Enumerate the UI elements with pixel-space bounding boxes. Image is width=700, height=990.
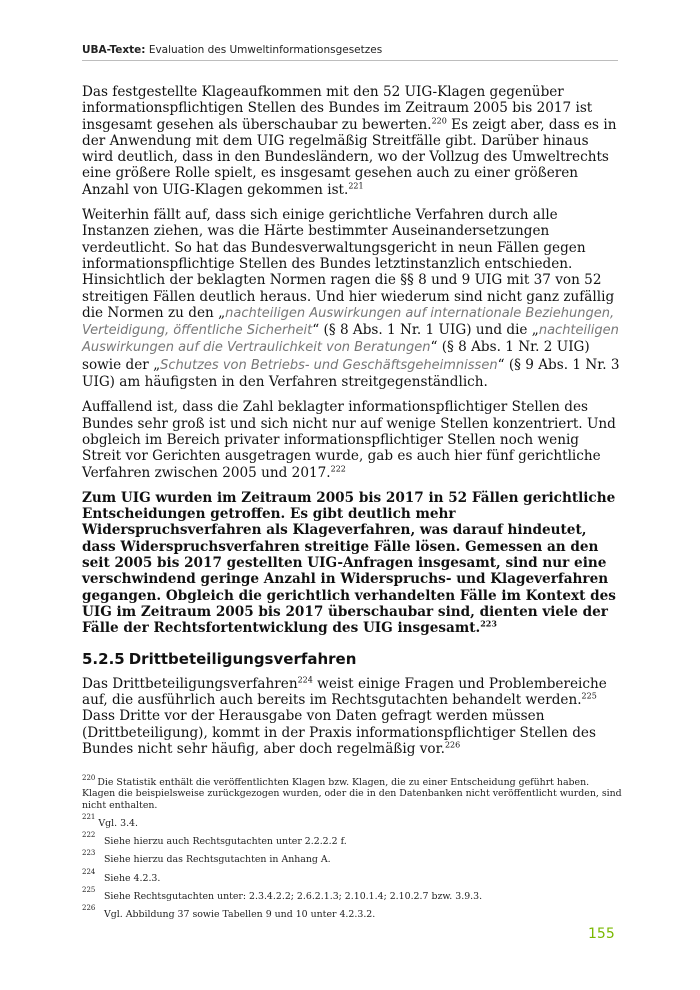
italic-quote: nachteiligen Auswirkungen auf die Vertraulichkeit von Beratungen xyxy=(82,323,619,356)
paragraph-1 xyxy=(82,84,622,198)
footnote-item xyxy=(82,849,622,866)
footnote-ref[interactable]: 226 xyxy=(444,740,461,750)
paragraph-3 xyxy=(82,399,622,480)
footnote-text: Die Statistik enthält die veröffentlichten Klagen bzw. Klagen, die zu einer Entscheidung geführt haben. Klagen die beispielsweise zurückgezogen wurden, oder die in den Datenbanken nicht veröffentlicht wurden, sind nicht enthalten. xyxy=(82,777,622,811)
text-run: “ (§ 9 Abs. 1 Nr. 3 UIG) am häufigsten in den Verfahren streitgegenständlich. xyxy=(82,356,620,391)
text-run: “ (§ 8 Abs. 1 Nr. 1 UIG) und die „ xyxy=(312,322,539,339)
header-series: UBA-Texte: xyxy=(82,44,146,56)
footnote-item xyxy=(82,867,622,884)
running-header xyxy=(82,44,618,61)
text-run: Das Drittbeteiligungsverfahren xyxy=(82,675,298,692)
header-title: Evaluation des Umweltinformationsgesetzes xyxy=(148,44,383,56)
footnote-text: Siehe hierzu das Rechtsgutachten in Anhang A. xyxy=(104,854,331,866)
text-run: “ (§ 8 Abs. 1 Nr. 2 UIG) sowie der „ xyxy=(82,339,590,373)
footnote-number: 222 xyxy=(82,831,96,840)
footnote-ref[interactable]: 220 xyxy=(431,116,447,126)
section-number: 5.2.5 xyxy=(82,649,125,668)
footnote-ref[interactable]: 223 xyxy=(480,618,497,629)
footnote-text: Siehe 4.2.3. xyxy=(104,872,161,884)
footnote-text: Siehe hierzu auch Rechtsgutachten unter 2.2.2.2 f. xyxy=(104,836,347,848)
page-number: 155 xyxy=(588,926,615,942)
footnote-item xyxy=(82,886,622,903)
summary-paragraph xyxy=(82,490,622,637)
text-run: weist einige Fragen und Problembereiche auf, die ausführlich auch bereits im Rechtsgutachten behandelt werden. xyxy=(82,675,607,709)
paragraph-2 xyxy=(82,207,622,390)
body-text xyxy=(82,84,622,766)
footnote-text: Vgl. Abbildung 37 sowie Tabellen 9 und 10 unter 4.2.3.2. xyxy=(104,909,376,921)
text-run: Das festgestellte Klageaufkommen mit den 52 UIG-Klagen gegenüber informationspflichtigen Stellen des Bundes im Zeitraum 2005 bis 2017 ist insgesamt gesehen als überschaubar zu bewerten. xyxy=(82,84,593,133)
text-run: Zum UIG wurden im Zeitraum 2005 bis 2017 in 52 Fällen gerichtliche Entscheidungen getroffen. Es gibt deutlich mehr Widerspruchsverfahren als Klageverfahren, was darauf hindeutet, dass Widerspruchsverfahren streitige Fälle lösen. Gemessen an den seit 2005 bis 2017 gestellten UIG-Anfragen insgesamt, sind nur eine verschwindend geringe Anzahl in Widerspruchs- und Klageverfahren gegangen. Obgleich die gerichtlich verhandelten Fälle im Kontext des UIG im Zeitraum 2005 bis 2017 überschaubar sind, dienten viele der Fälle der Rechtsfortentwicklung des UIG insgesamt. xyxy=(82,489,616,637)
text-run: Weiterhin fällt auf, dass sich einige gerichtliche Verfahren durch alle Instanzen ziehen, was die Härte bestimmter Auseinandersetzungen verdeutlicht. So hat das Bundesverwaltungsgericht in neun Fällen gegen informationspflichtige Stellen des Bundes letztinstanzlich entschieden. Hinsichtlich der beklagten Normen ragen die §§ 8 und 9 UIG mit 37 von 52 streitigen Fällen deutlich heraus. Und hier wiederum sind nicht ganz zufällig die Normen zu den „ xyxy=(82,207,615,321)
footnote-ref[interactable]: 224 xyxy=(297,675,313,685)
footnote-item xyxy=(82,904,622,921)
text-run: Dass Dritte vor der Herausgabe von Daten gefragt werden müssen (Drittbeteiligung), kommt in der Praxis informationspflichtiger Stellen des Bundes nicht sehr häufig, aber doch regelmäßig vor. xyxy=(82,708,596,757)
footnote-number: 226 xyxy=(82,904,96,913)
italic-quote: Schutzes von Betriebs- und Geschäftsgeheimnissen xyxy=(160,357,498,373)
footnote-item: 220 Die Statistik enthält die veröffentlichten Klagen bzw. Klagen, die zu einer Entscheidung geführt haben. Klagen die beispielsweise zurückgezogen wurden, oder die in den Datenbanken nicht veröffentlicht wurden, sind nicht enthalten. xyxy=(82,773,622,811)
footnotes xyxy=(82,773,622,928)
footnote-number: 224 xyxy=(82,867,96,876)
footnote-number: 225 xyxy=(82,886,96,895)
footnote-text: Siehe Rechtsgutachten unter: 2.3.4.2.2; 2.6.2.1.3; 2.10.1.4; 2.10.2.7 bzw. 3.9.3. xyxy=(104,891,483,903)
footnote-number: 223 xyxy=(82,849,96,858)
paragraph-5 xyxy=(82,676,622,757)
footnote-ref[interactable]: 222 xyxy=(330,464,346,473)
text-run: Es zeigt aber, dass es in der Anwendung mit dem UIG regelmäßig Streitfälle gibt. Darüber hinaus wird deutlich, dass in den Bundesländern, wo der Vollzug des Umweltrechts eine größere Rolle spielt, es insgesamt gesehen auch zu einer größeren Anzahl von UIG-Klagen gekommen ist. xyxy=(82,116,617,198)
footnote-number: 221 xyxy=(82,812,96,821)
italic-quote: nachteiligen Auswirkungen auf internationale Beziehungen, Verteidigung, öffentliche Sicherheit xyxy=(82,305,615,339)
footnote-ref[interactable]: 225 xyxy=(581,691,597,701)
footnote-text: Vgl. 3.4. xyxy=(98,817,138,829)
footnote-item xyxy=(82,812,622,829)
footnote-ref[interactable]: 221 xyxy=(348,181,364,191)
text-run: Auffallend ist, dass die Zahl beklagter informationspflichtiger Stellen des Bundes sehr groß ist und sich nicht nur auf wenige Stellen konzentriert. Und obgleich im Bereich privater informationspflichtiger Stellen noch wenig Streit vor Gerichten ausgetragen wurde, gab es auch hier fünf gerichtliche Verfahren zwischen 2005 und 2017. xyxy=(82,399,616,481)
section-title: Drittbeteiligungsverfahren xyxy=(128,649,357,668)
footnote-item xyxy=(82,831,622,848)
section-heading xyxy=(82,651,622,667)
